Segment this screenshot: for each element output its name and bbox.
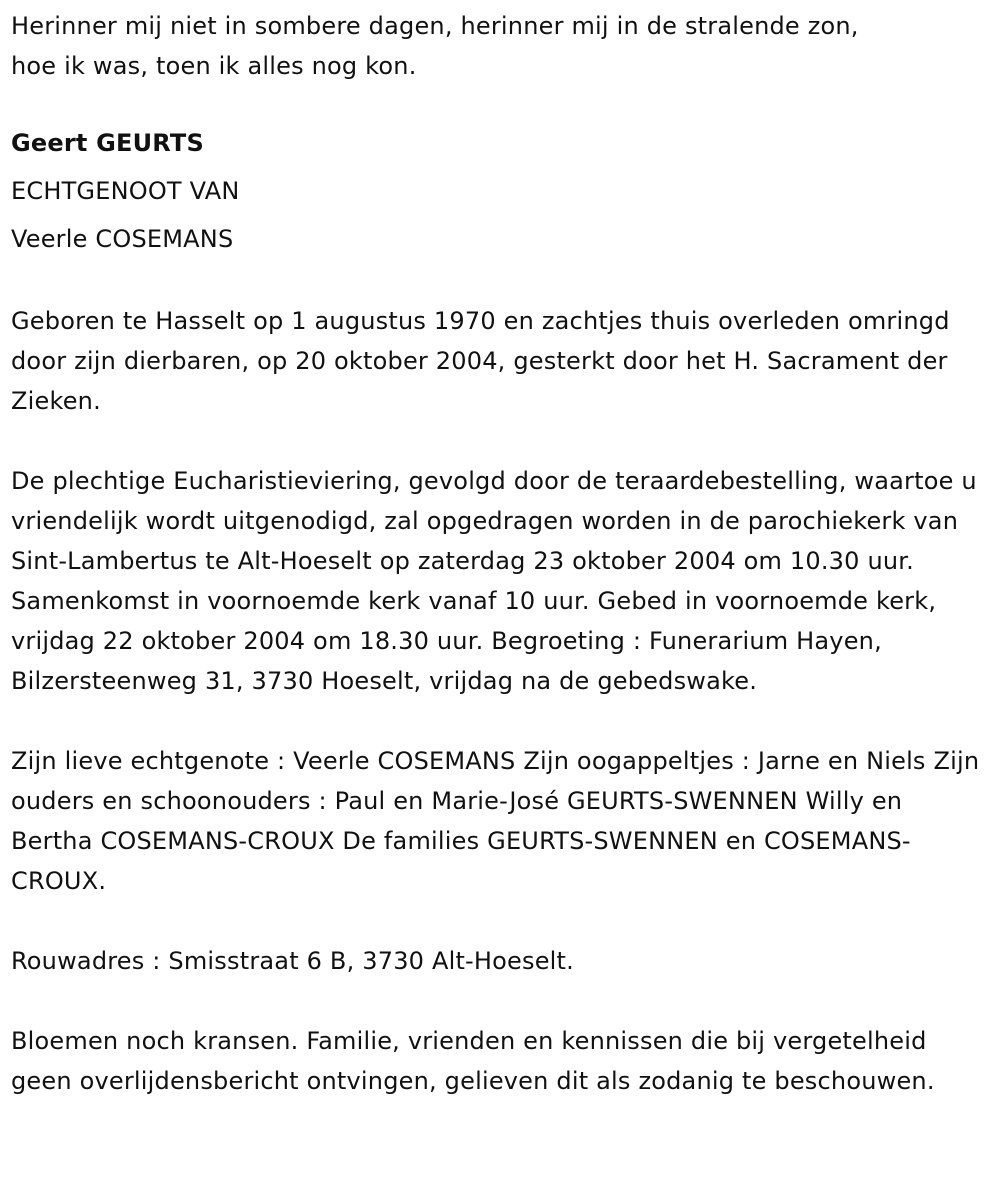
ceremony-paragraph: De plechtige Eucharistieviering, gevolgd door de teraardebestelling, waartoe u vriendelijk wordt uitgenodigd, zal opgedragen worden in de parochiekerk van Sint-Lambertus te Alt-Hoeselt op zaterdag 23 oktober 2004 om 10.30 uur. Samenkomst in voornoemde kerk vanaf 10 uur. Gebed in voornoemde kerk, vrijdag 22 oktober 2004 om 18.30 uur. Begroeting : Funerarium Hayen, Bilzersteenweg 31, 3730 Hoeselt, vrijdag na de gebedswake. — [11, 467, 977, 695]
family-paragraph: Zijn lieve echtgenote : Veerle COSEMANS Zijn oogappeltjes : Jarne en Niels Zijn ouders en schoonouders : Paul en Marie-José GEURTS-SWENNEN Willy en Bertha COSEMANS-CROUX De families GEURTS-SWENNEN en COSEMANS-CROUX. — [11, 747, 980, 895]
poem-text: Herinner mij niet in sombere dagen, herinner mij in de stralende zon, hoe ik was, toen ik alles nog kon. — [11, 12, 859, 80]
birth-death-paragraph: Geboren te Hasselt op 1 augustus 1970 en zachtjes thuis overleden omringd door zijn dierbaren, op 20 oktober 2004, gesterkt door het H. Sacrament der Zieken. — [11, 307, 950, 415]
relation-label: ECHTGENOOT VAN — [11, 177, 240, 205]
deceased-name: Geert GEURTS — [11, 129, 204, 157]
spouse-name: Veerle COSEMANS — [11, 225, 234, 253]
closing-paragraph: Bloemen noch kransen. Familie, vrienden en kennissen die bij vergetelheid geen overlijdensbericht ontvingen, gelieven dit als zodanig te beschouwen. — [11, 1027, 935, 1095]
address-paragraph: Rouwadres : Smisstraat 6 B, 3730 Alt-Hoeselt. — [11, 947, 574, 975]
obituary-document — [11, 6, 986, 1101]
